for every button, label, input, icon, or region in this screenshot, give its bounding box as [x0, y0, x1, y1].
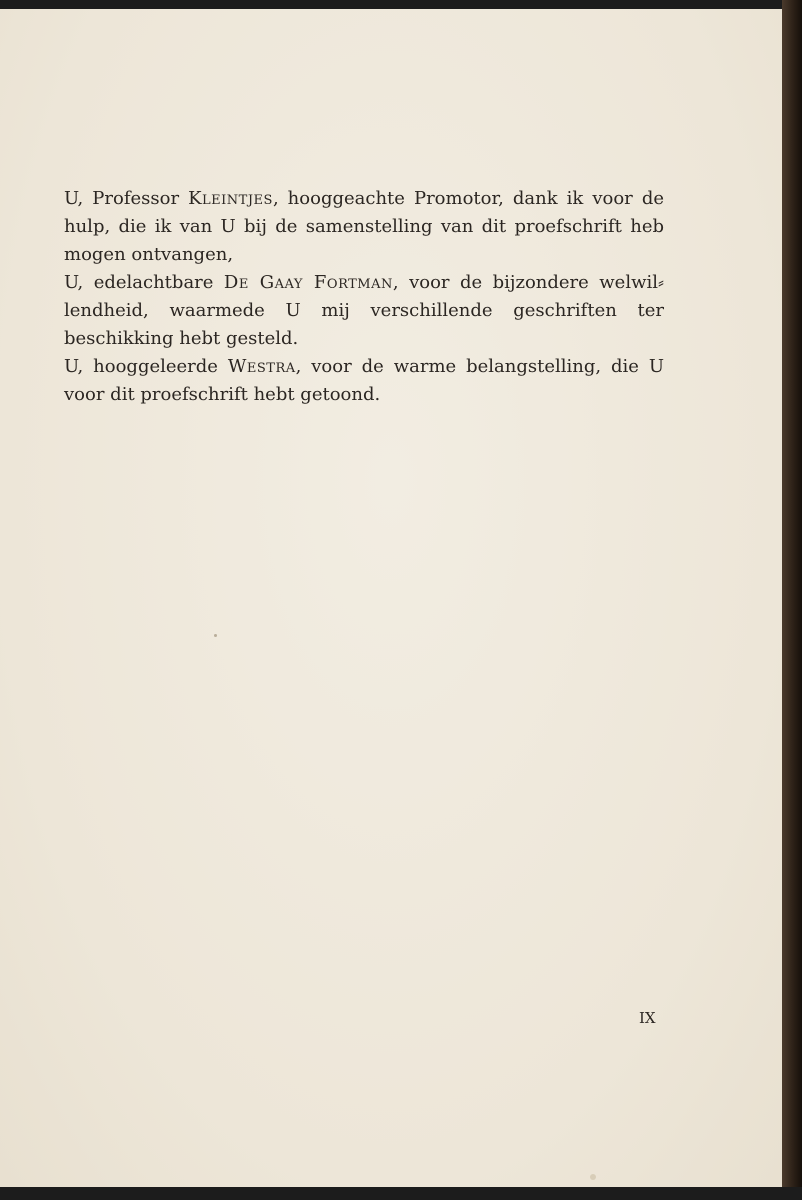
paragraph-de-gaay-fortman: [64, 269, 664, 353]
acknowledgement-text: [64, 185, 664, 409]
paragraph-suffix: , voor de warme belangstelling, die U voor dit proefschrift hebt getoond.: [64, 356, 664, 405]
paragraph-prefix: U, Professor: [64, 188, 189, 209]
person-name-de-gaay-fortman: De Gaay Fortman: [223, 272, 393, 293]
scan-border-right: [782, 0, 802, 1200]
paragraph-westra: [64, 353, 664, 409]
paragraph-suffix: , voor de bijzondere welwil⸗ lendheid, waarmede U mij verschillende geschriften ter beschikking hebt gesteld.: [64, 272, 664, 349]
scan-border-top: [0, 0, 802, 9]
paper-speck: [590, 1174, 596, 1180]
paragraph-prefix: U, edelachtbare: [64, 272, 224, 293]
book-page: [0, 9, 782, 1187]
paragraph-kleintjes: [64, 185, 664, 269]
paragraph-suffix: , hooggeachte Promotor, dank ik voor de hulp, die ik van U bij de samenstelling van dit proefschrift heb mogen ontvangen,: [64, 188, 664, 265]
page-number: IX: [639, 1009, 656, 1027]
scan-border-bottom: [0, 1187, 802, 1200]
person-name-kleintjes: Kleintjes: [188, 188, 273, 209]
person-name-westra: Westra: [227, 356, 296, 377]
paragraph-prefix: U, hooggeleerde: [64, 356, 228, 377]
paper-speck: [214, 634, 217, 637]
